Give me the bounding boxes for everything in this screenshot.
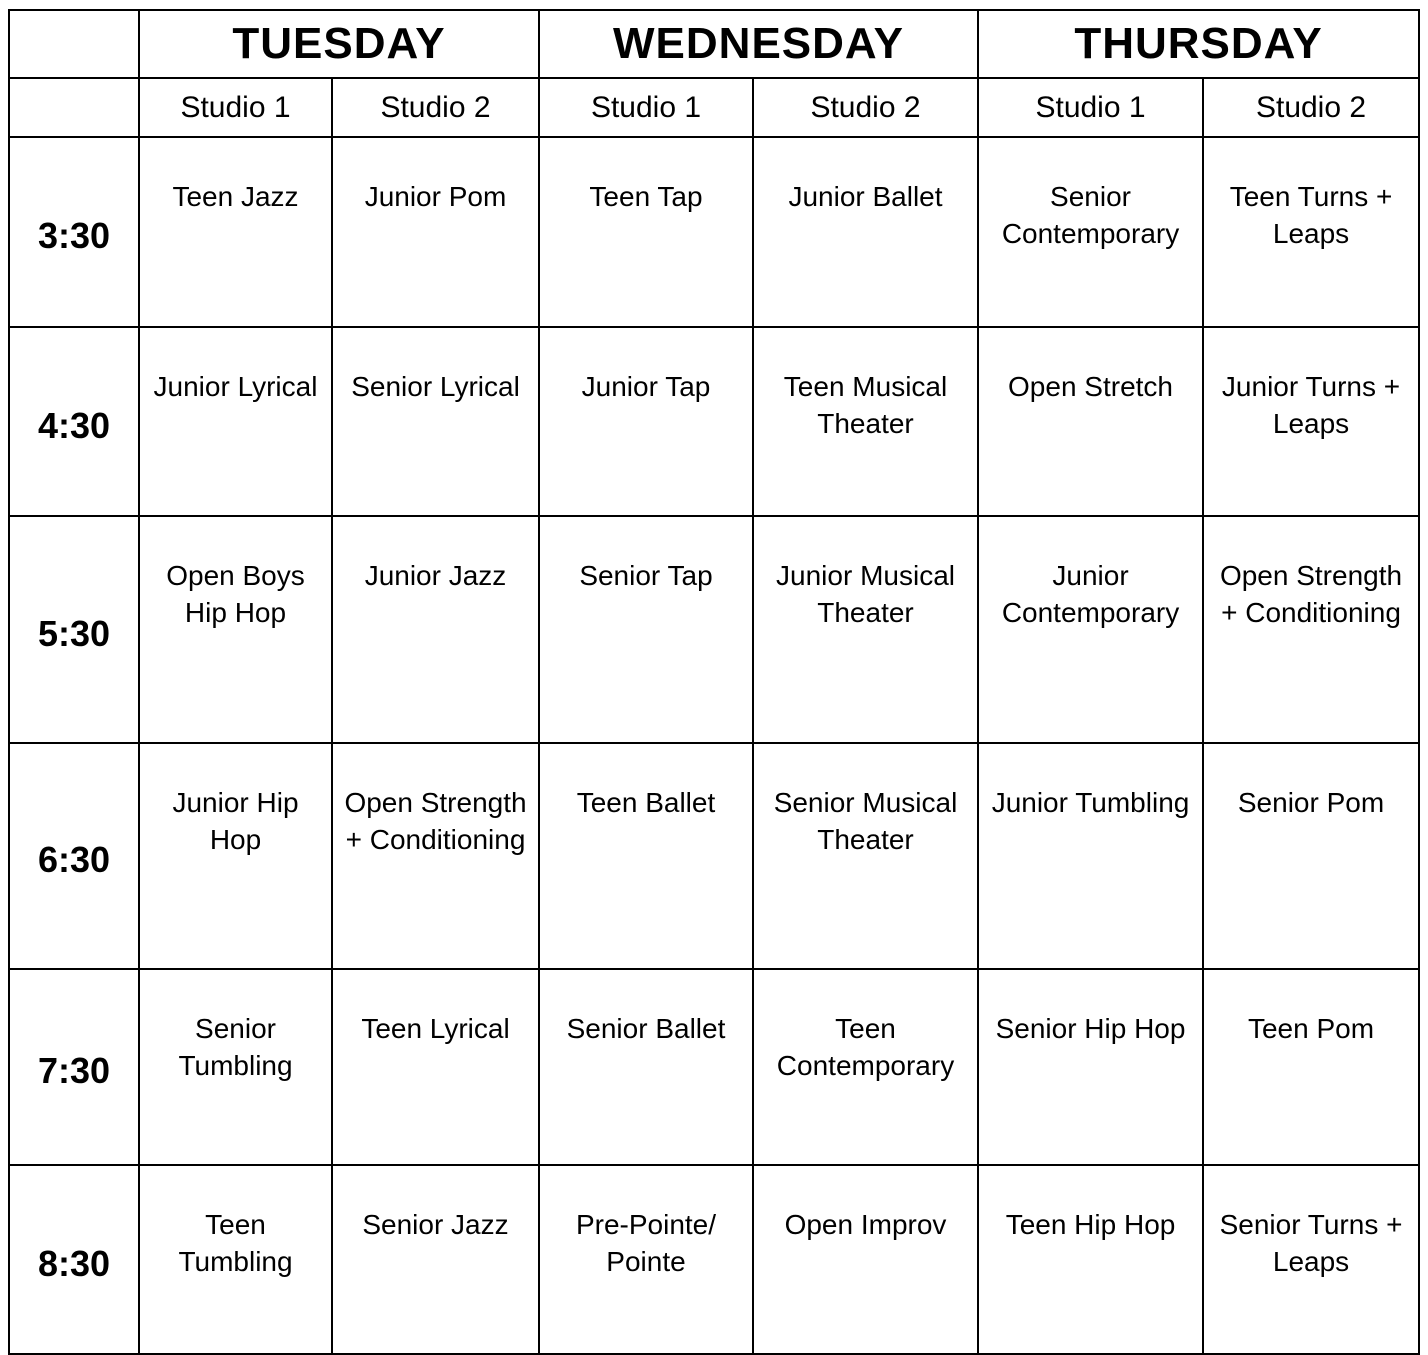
- class-cell: Junior Ballet: [753, 137, 978, 327]
- time-label: 6:30: [9, 743, 139, 969]
- studio-corner-cell: [9, 78, 139, 137]
- schedule-row: [9, 137, 1419, 327]
- time-label: 5:30: [9, 516, 139, 743]
- class-cell: Junior Contemporary: [978, 516, 1203, 743]
- class-cell: Junior Lyrical: [139, 327, 332, 516]
- class-cell: Teen Tap: [539, 137, 753, 327]
- schedule-row: [9, 327, 1419, 516]
- class-cell: Junior Pom: [332, 137, 539, 327]
- class-cell: Open Improv: [753, 1165, 978, 1354]
- schedule-row: [9, 969, 1419, 1165]
- day-header-row: [9, 10, 1419, 78]
- class-cell: Junior Turns + Leaps: [1203, 327, 1419, 516]
- class-cell: Teen Hip Hop: [978, 1165, 1203, 1354]
- corner-cell: [9, 10, 139, 78]
- studio-header-row: [9, 78, 1419, 137]
- class-cell: Teen Pom: [1203, 969, 1419, 1165]
- studio-header: Studio 2: [753, 78, 978, 137]
- class-cell: Open Strength + Conditioning: [332, 743, 539, 969]
- day-header-wednesday: WEDNESDAY: [539, 10, 978, 78]
- class-cell: Junior Hip Hop: [139, 743, 332, 969]
- day-header-tuesday: TUESDAY: [139, 10, 539, 78]
- studio-header: Studio 1: [139, 78, 332, 137]
- class-cell: Junior Musical Theater: [753, 516, 978, 743]
- time-label: 3:30: [9, 137, 139, 327]
- class-cell: Teen Jazz: [139, 137, 332, 327]
- schedule-table: [8, 9, 1420, 1355]
- class-cell: Senior Pom: [1203, 743, 1419, 969]
- studio-header: Studio 1: [539, 78, 753, 137]
- class-cell: Teen Contemporary: [753, 969, 978, 1165]
- class-cell: Senior Ballet: [539, 969, 753, 1165]
- class-cell: Pre-Pointe/ Pointe: [539, 1165, 753, 1354]
- class-cell: Teen Turns + Leaps: [1203, 137, 1419, 327]
- schedule-row: [9, 516, 1419, 743]
- day-header-thursday: THURSDAY: [978, 10, 1419, 78]
- studio-header: Studio 2: [1203, 78, 1419, 137]
- class-cell: Senior Jazz: [332, 1165, 539, 1354]
- class-cell: Junior Tap: [539, 327, 753, 516]
- class-cell: Senior Contemporary: [978, 137, 1203, 327]
- class-cell: Senior Hip Hop: [978, 969, 1203, 1165]
- class-cell: Open Strength + Conditioning: [1203, 516, 1419, 743]
- studio-header: Studio 1: [978, 78, 1203, 137]
- time-label: 4:30: [9, 327, 139, 516]
- class-cell: Senior Tap: [539, 516, 753, 743]
- schedule-row: [9, 1165, 1419, 1354]
- class-cell: Teen Ballet: [539, 743, 753, 969]
- class-cell: Senior Turns + Leaps: [1203, 1165, 1419, 1354]
- class-cell: Senior Lyrical: [332, 327, 539, 516]
- studio-header: Studio 2: [332, 78, 539, 137]
- class-cell: Junior Tumbling: [978, 743, 1203, 969]
- class-cell: Senior Musical Theater: [753, 743, 978, 969]
- time-label: 8:30: [9, 1165, 139, 1354]
- class-cell: Senior Tumbling: [139, 969, 332, 1165]
- class-cell: Teen Lyrical: [332, 969, 539, 1165]
- class-cell: Teen Musical Theater: [753, 327, 978, 516]
- class-cell: Open Stretch: [978, 327, 1203, 516]
- class-cell: Junior Jazz: [332, 516, 539, 743]
- class-cell: Teen Tumbling: [139, 1165, 332, 1354]
- schedule-row: [9, 743, 1419, 969]
- class-cell: Open Boys Hip Hop: [139, 516, 332, 743]
- time-label: 7:30: [9, 969, 139, 1165]
